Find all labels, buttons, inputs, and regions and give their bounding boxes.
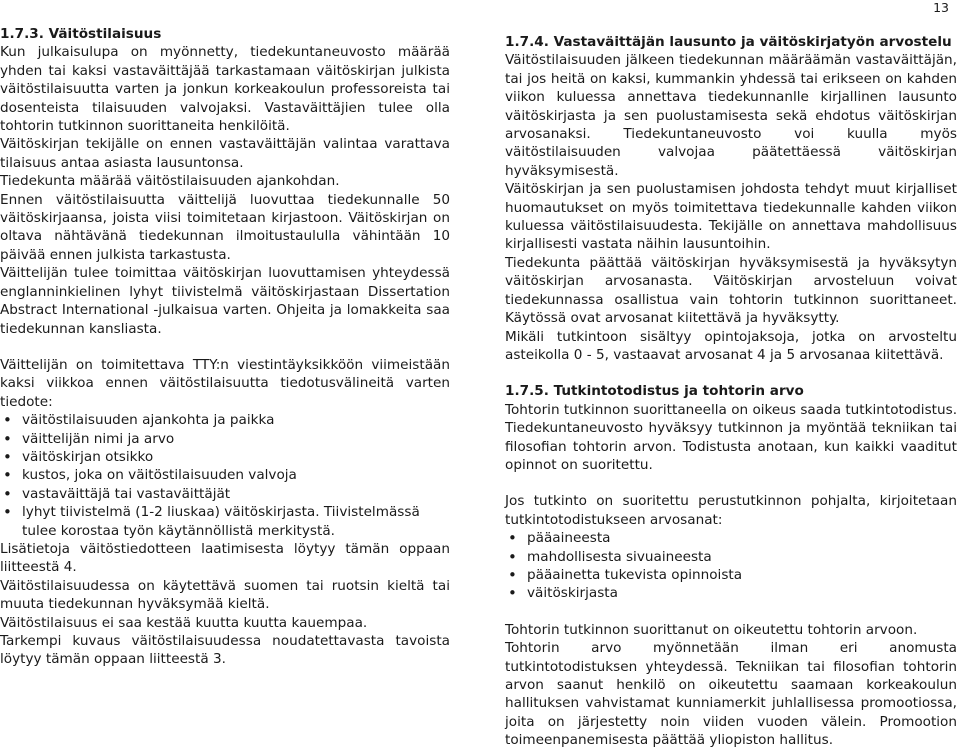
list-item: • vastaväittäjä tai vastaväittäjät [0,485,450,503]
paragraph: Tarkempi kuvaus väitöstilaisuudessa noudatettavasta tavoista löytyy tämän oppaan liitteestä 3. [0,633,450,668]
list-item: • väitöskirjan otsikko [0,448,450,466]
paragraph: Lisätietoja väitöstiedotteen laatimisesta löytyy tämän oppaan liitteestä 4. [0,540,450,576]
list-item: • pääaineesta [505,529,957,547]
right-column [505,33,957,750]
list-item: • pääainetta tukevista opinnoista [505,566,957,584]
paragraph: Väitöstilaisuudessa on käytettävä suomen tai ruotsin kieltä tai muuta tiedekunnan hyväksymää kieltä. [0,577,450,613]
paragraph: Tohtorin tutkinnon suorittaneella on oikeus saada tutkintotodistus. Tiedekuntaneuvosto hyväksyy tutkinnon ja myöntää tekniikan tai filosofian tohtorin arvon. Todistusta anotaan, kun kaikki vaaditut opinnot on suoritettu. [505,401,958,473]
paragraph: Ennen väitöstilaisuutta väittelijä luovuttaa tiedekunnalle 50 väitöskirjaansa, joista viisi toimitetaan kirjastoon. Väitöskirjan on oltava nähtävänä tiedekunnan ilmoitustaululla vähintään 10 päivää ennen julkista tarkastusta. [0,191,450,263]
press-release-items-list [0,411,450,540]
paragraph: Tohtorin arvo myönnetään ilman eri anomusta tutkintotodistuksen yhteydessä. Tekniikan tai filosofian tohtorin arvon saanut henkilö on oikeutettu saamaan korkeakoulun hallituksen vahvistamat kunniamerkit juhlallisessa promootiossa, joita on järjestetty noin viiden vuoden välein. Promootion toimeenpanemisesta päättää yliopiston hallitus. [505,640,957,749]
paragraph: Tohtorin tutkinnon suorittanut on oikeutettu tohtorin arvoon. [505,621,918,638]
list-item: • mahdollisesta sivuaineesta [505,548,957,566]
section-heading-1-7-3: 1.7.3. Väitöstilaisuus [0,26,162,42]
paragraph: Väittelijän on toimitettava TTY:n viestintäyksikköön viimeistään kaksi viikkoa ennen väitöstilaisuutta tiedotusvälineitä varten tiedote: [0,356,450,410]
paragraph: Väittelijän tulee toimittaa väitöskirjan luovuttamisen yhteydessä englanninkielinen lyhyt tiivistelmä väitöskirjastaan Dissertation Abstract International -julkaisua varten. Ohjeita ja lomakkeita saa tiedekunnan kansliasta. [0,265,450,337]
paragraph: Väitöstilaisuuden jälkeen tiedekunnan määräämän vastaväittäjän, tai jos heitä on kaksi, kummankin yhdessä tai erikseen on kahden viikon kuluessa annettava tiedekunnanlle kirjallinen lausunto väitöskirjasta ja sen puolustamisesta sekä ehdotus väitöskirjan arvosanaksi. Tiedekuntaneuvosto voi kuulla myös väitöstilaisuuden valvojaa päätettäessä väitöskirjan hyväksymisestä. [505,52,957,179]
section-heading-1-7-5: 1.7.5. Tutkintotodistus ja tohtorin arvo [505,383,804,400]
left-column [0,25,450,669]
paragraph: Jos tutkinto on suoritettu perustutkinnon pohjalta, kirjoitetaan tutkintotodistukseen arvosanat: [505,493,957,528]
list-item: • väitöstilaisuuden ajankohta ja paikka [0,411,450,429]
list-item: • väitöskirjasta [505,584,957,602]
paragraph: Väitöskirjan ja sen puolustamisen johdosta tehdyt muut kirjalliset huomautukset on myös toimitettava tiedekunnalle kahden viikon kuluessa väitöstilaisuudesta. Tekijälle on annettava mahdollisuus kirjallisesti vastata näihin lausuntoihin. [505,181,957,253]
section-heading-1-7-4: 1.7.4. Vastaväittäjän lausunto ja väitöskirjatyön arvostelu [505,34,952,50]
list-item: • väittelijän nimi ja arvo [0,430,450,448]
grades-list [505,529,957,603]
paragraph: Väitöskirjan tekijälle on ennen vastaväittäjän valintaa varattava tilaisuus antaa asiasta lausuntonsa. [0,136,450,171]
paragraph: Tiedekunta määrää väitöstilaisuuden ajankohdan. [0,173,340,190]
list-item: • kustos, joka on väitöstilaisuuden valvoja [0,466,450,484]
paragraph: Tiedekunta päättää väitöskirjan hyväksymisestä ja hyväksytyn väitöskirjan arvosanasta. Väitöskirjan arvosteluun voivat tiedekunnassa osallistua vain tohtorin tutkinnon suorittaneet. Käytössä ovat arvosanat kiitettävä ja hyväksytty. [505,254,957,327]
page-number: 13 [933,0,949,15]
paragraph: Kun julkaisulupa on myönnetty, tiedekuntaneuvosto määrää yhden tai kaksi vastaväittäjää tarkastamaan väitöskirjan julkista väitöstilaisuutta varten ja jonkun korkeakoulun professoreista tai dosenteista tilaisuuden valvojaksi. Vastaväittäjien tulee olla tohtorin tutkinnon suorittaneita henkilöitä. [0,44,450,135]
paragraph: Mikäli tutkintoon sisältyy opintojaksoja, jotka on arvosteltu asteikolla 0 - 5, vastaavat arvosanat 4 ja 5 arvosanaa kiitettävä. [505,328,957,363]
paragraph: Väitöstilaisuus ei saa kestää kuutta kuutta kauempaa. [0,614,368,631]
list-item: • lyhyt tiivistelmä (1-2 liuskaa) väitöskirjasta. Tiivistelmässä tulee korostaa työn käytännöllistä merkitystä. [0,503,450,540]
